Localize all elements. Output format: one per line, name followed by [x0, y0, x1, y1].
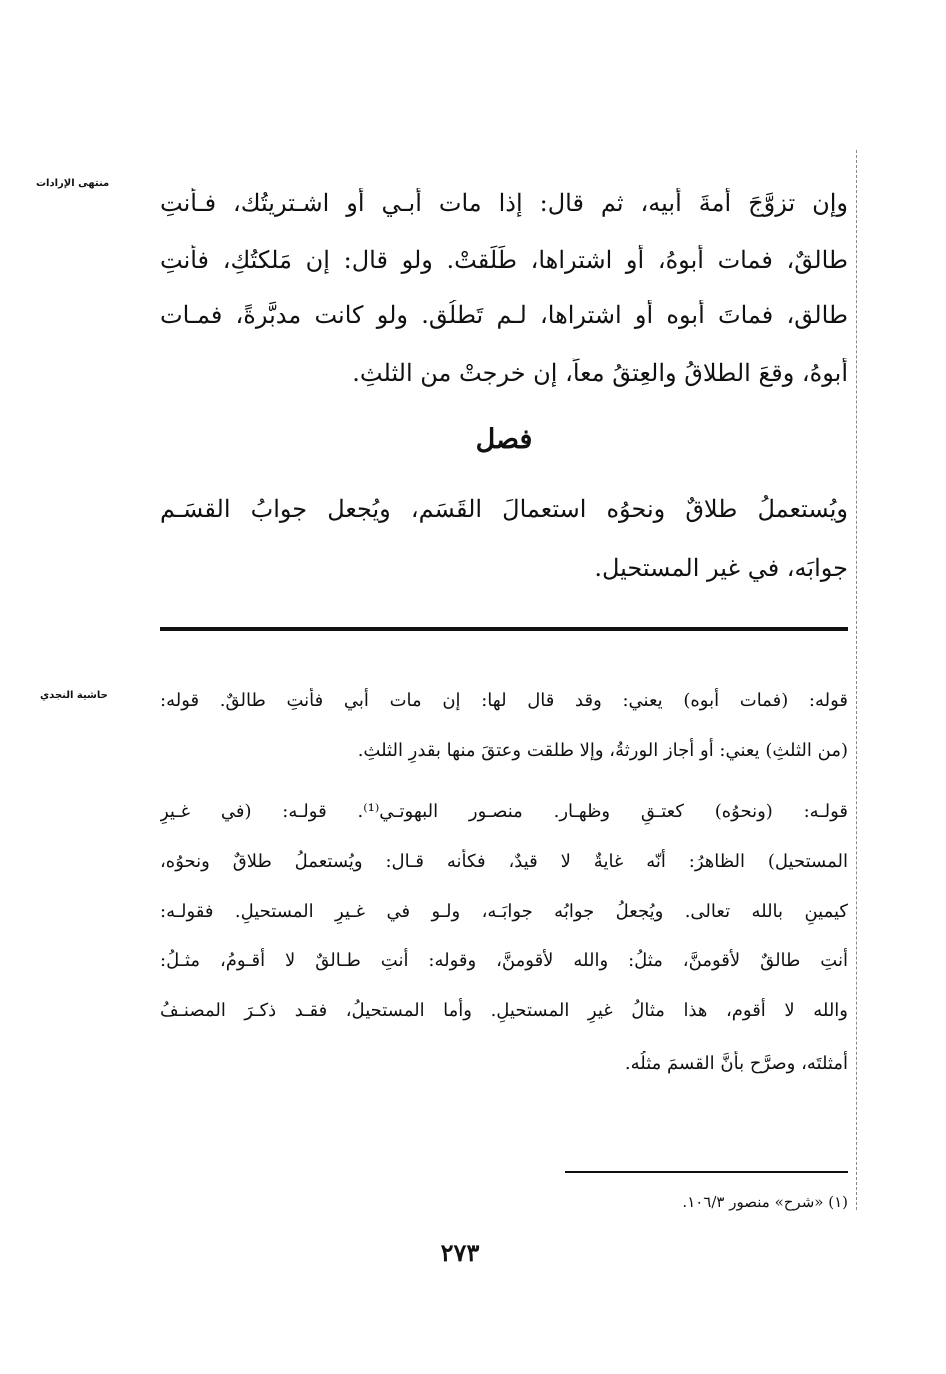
- section-divider: [160, 627, 848, 631]
- commentary-line: المستحيل) الظاهرُ: أنّه غايةٌ لا قيدٌ، فكأنه قـال: ويُستعملُ طلاقٌ ونحوُه،: [160, 851, 848, 872]
- footnote-divider: [565, 1171, 848, 1173]
- commentary-line: قوله: (فمات أبوه) يعني: وقد قال لها: إن مات أبي فأنتِ طالقٌ. قوله:: [160, 690, 848, 711]
- section-text-line: جوابَه، في غير المستحيل.: [594, 554, 848, 582]
- commentary-line: والله لا أقوم، هذا مثالُ غيرِ المستحيلِ. وأما المستحيلُ، فقـد ذكـرَ المصنـفُ: [160, 1000, 848, 1021]
- commentary-line: أمثلتَه، وصرَّح بأنَّ القسمَ مثلُه.: [624, 1053, 848, 1074]
- main-text-line: طالق، فماتَ أبوه أو اشتراها، لـم تَطلُق. ولو كانت مدبَّرةً، فمـات: [160, 301, 848, 329]
- main-text-line: وإن تزوَّجَ أمةَ أبيه، ثم قال: إذا مات أبـي أو اشـتريتُك، فـأنتِ: [160, 189, 848, 217]
- commentary-line: قولـه: (ونحوُه) كعتـقٍ وظهـار. منصـور البهوتـي⁽¹⁾. قولـه: (في غـيرِ: [160, 801, 848, 822]
- section-heading: فصل: [475, 424, 533, 455]
- section-text-line: ويُستعملُ طلاقٌ ونحوُه استعمالَ القَسَم، ويُجعل جوابُ القسَـم: [160, 495, 848, 523]
- book-title-label: منتهى الإرادات: [36, 178, 110, 189]
- main-text-line: أبوهُ، وقعَ الطلاقُ والعِتقُ معاً، إن خرجتْ من الثلثِ.: [352, 359, 848, 387]
- main-text-line: طالقٌ، فمات أبوهُ، أو اشتراها، طَلَقتْ. ولو قال: إن مَلكتُكِ، فأنتِ: [160, 246, 848, 274]
- page-number: ٢٧٣: [440, 1238, 480, 1267]
- margin-line: [856, 150, 858, 1210]
- commentary-line: (من الثلثِ) يعني: أو أجاز الورثةُ، وإلا طلقت وعتقَ منها بقدرِ الثلثِ.: [357, 740, 848, 761]
- commentary-line: أنتِ طالقٌ لأقومنَّ، مثلُ: والله لأقومنَّ، وقوله: أنتِ طـالقٌ لا أقـومُ، مثـلُ:: [160, 950, 848, 971]
- footnote: (١) «شرح» منصور ١٠٦/٣.: [682, 1193, 848, 1211]
- commentary-line: كيمينٍ بالله تعالى. ويُجعلُ جوابُه جوابَـه، ولـو في غـيرِ المستحيلِ. فقولـه:: [160, 901, 848, 922]
- commentary-title-label: حاشية النجدي: [40, 690, 108, 701]
